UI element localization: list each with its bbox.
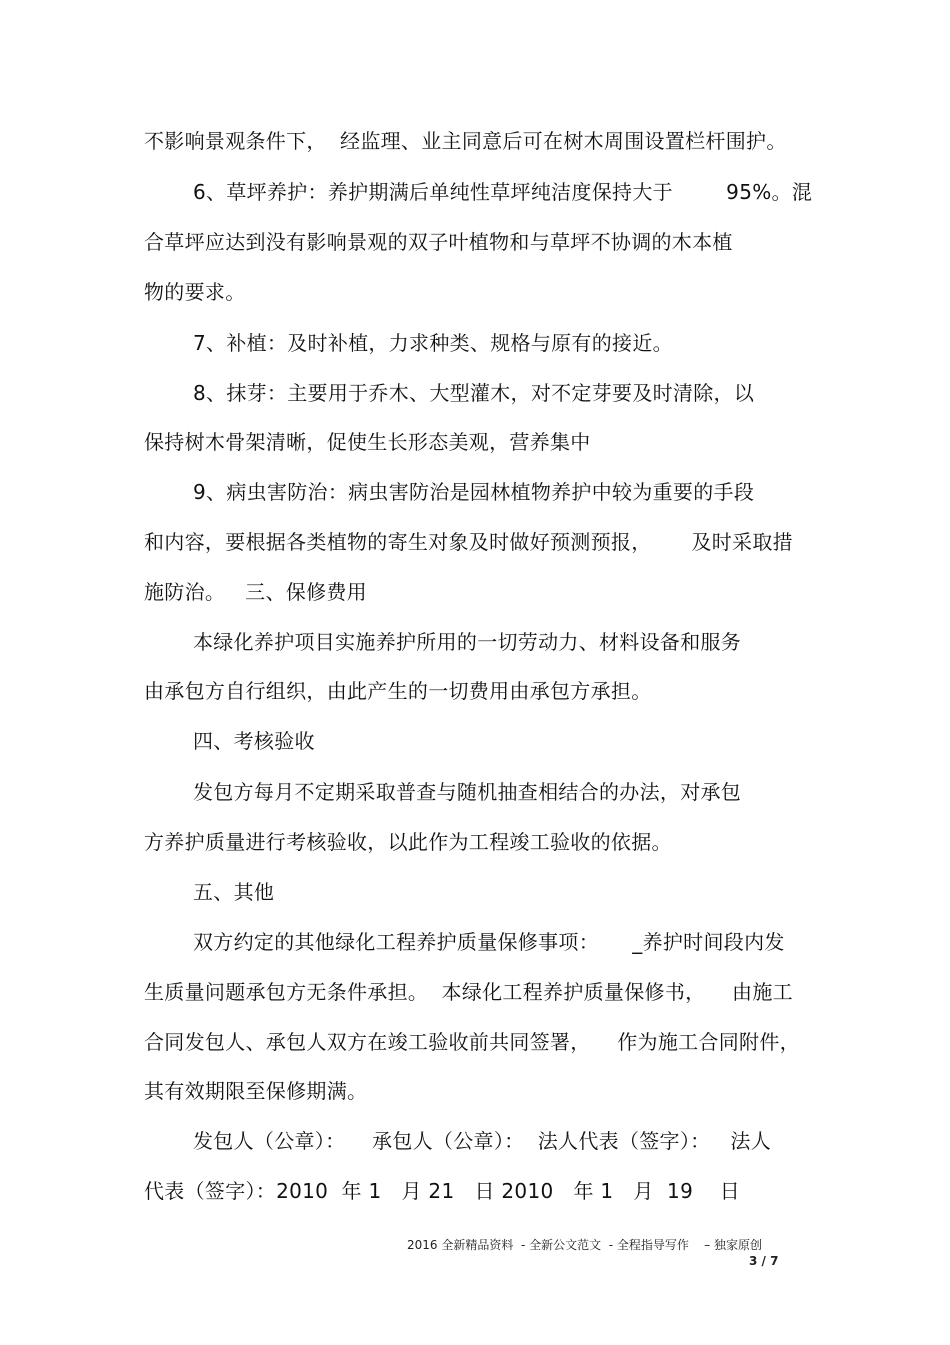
paragraph-line: 不影响景观条件下， 经监理、业主同意后可在树木周围设置栏杆围护。: [144, 129, 787, 153]
paragraph-line: 由承包方自行组织，由此产生的一切费用由承包方承担。: [144, 679, 652, 703]
paragraph-line: 生质量问题承包方无条件承担。 本绿化工程养护质量保修书， 由施工: [144, 980, 793, 1004]
paragraph-line: 本绿化养护项目实施养护所用的一切劳动力、材料设备和服务: [193, 630, 742, 654]
footer-tagline: 2016 全新精品资料 - 全新公文范文 - 全程指导写作 – 独家原创: [407, 1238, 762, 1252]
section-heading: 五、其他: [193, 880, 275, 904]
paragraph-line: 其有效期限至保修期满。: [144, 1079, 368, 1103]
paragraph-line: 双方约定的其他绿化工程养护质量保修事项： _养护时间段内发: [193, 930, 785, 954]
page-number: 3 / 7: [749, 1254, 779, 1268]
paragraph-line: 合同发包人、承包人双方在竣工验收前共同签署， 作为施工合同附件，: [144, 1030, 800, 1054]
paragraph-line: 保持树木骨架清晰，促使生长形态美观，营养集中: [144, 430, 591, 454]
paragraph-line: 施防治。 三、保修费用: [144, 580, 367, 604]
signature-date-line: 代表（签字）：2010 年 1 月 21 日 2010 年 1 月 19 日: [144, 1179, 741, 1203]
paragraph-line: 7、补植：及时补植，力求种类、规格与原有的接近。: [193, 331, 673, 355]
paragraph-line: 物的要求。: [144, 280, 246, 304]
paragraph-line: 8、抹芽：主要用于乔木、大型灌木，对不定芽要及时清除，以: [193, 381, 755, 405]
section-heading: 四、考核验收: [193, 729, 315, 753]
signature-line: 发包人（公章）： 承包人（公章）： 法人代表（签字）： 法人: [193, 1129, 772, 1153]
paragraph-line: 方养护质量进行考核验收，以此作为工程竣工验收的依据。: [144, 830, 672, 854]
paragraph-line: 9、病虫害防治：病虫害防治是园林植物养护中较为重要的手段: [193, 480, 755, 504]
paragraph-line: 发包方每月不定期采取普查与随机抽查相结合的办法，对承包: [193, 780, 742, 804]
paragraph-line: 和内容，要根据各类植物的寄生对象及时做好预测预报， 及时采取措: [144, 530, 793, 554]
paragraph-line: 合草坪应达到没有影响景观的双子叶植物和与草坪不协调的木本植: [144, 230, 733, 254]
paragraph-line: 6、草坪养护：养护期满后单纯性草坪纯洁度保持大于 95%。混: [193, 180, 813, 204]
